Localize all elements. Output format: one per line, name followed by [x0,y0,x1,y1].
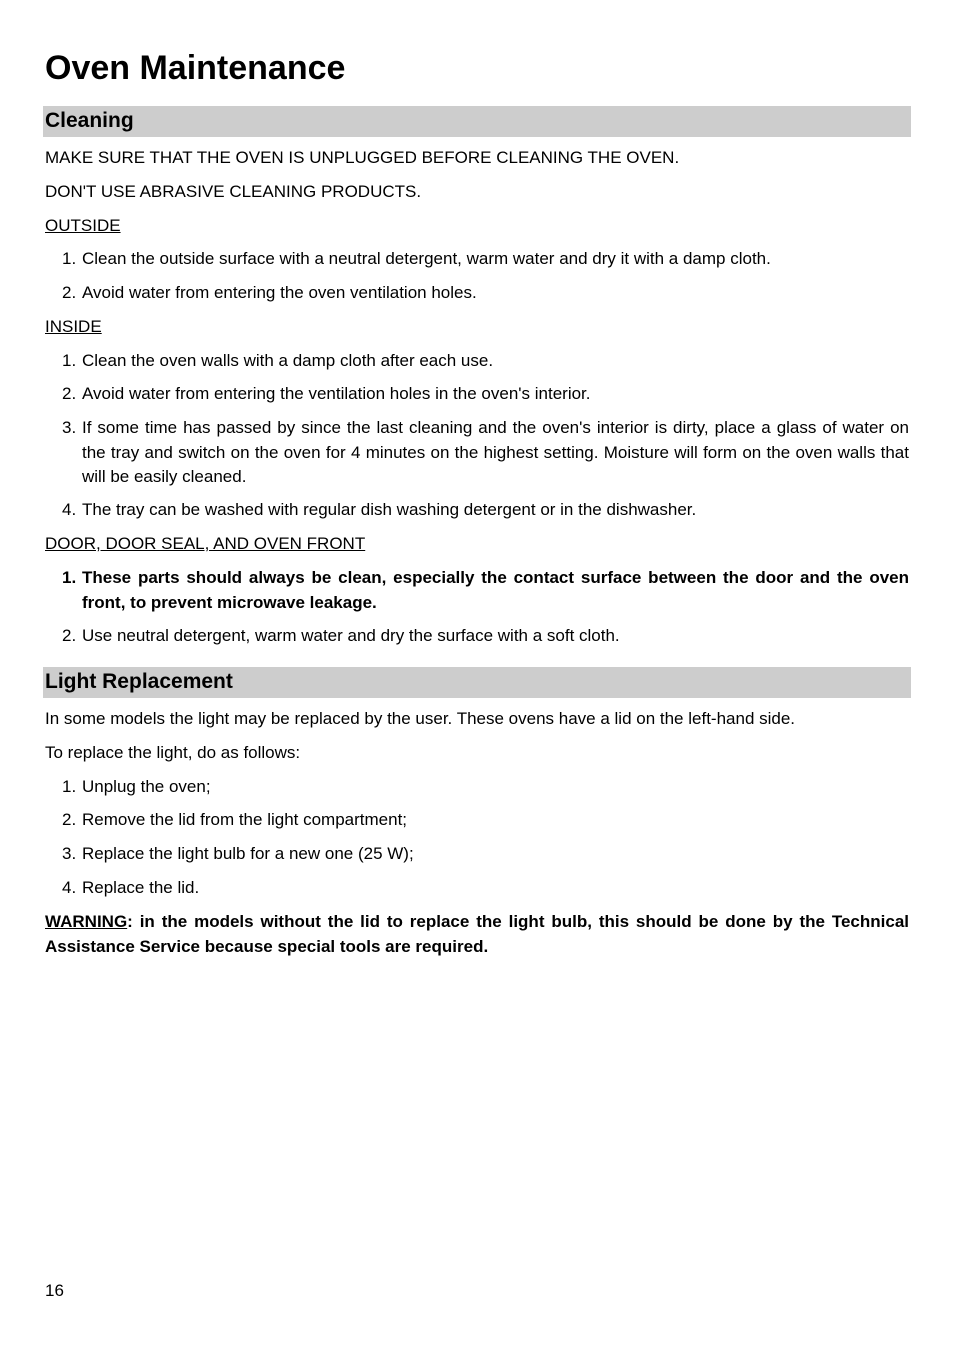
list-number: 2. [62,384,77,403]
list-text: Clean the oven walls with a damp cloth after each use. [82,351,494,370]
list-number: 4. [62,878,77,897]
door-subheading: DOOR, DOOR SEAL, AND OVEN FRONT [45,534,366,553]
cleaning-section-header [43,106,911,137]
list-number: 2. [62,810,77,829]
list-text: The tray can be washed with regular dish washing detergent or in the dishwasher. [82,500,697,519]
list-item [62,624,909,649]
list-item [62,566,909,615]
list-number: 3. [62,844,77,863]
list-text: Unplug the oven; [82,777,211,796]
list-item [62,876,909,901]
outside-subheading: OUTSIDE [45,216,121,235]
list-text: These parts should always be clean, especially the contact surface between the door and the oven front, to prevent microwave leakage. [82,568,909,612]
list-text: Replace the light bulb for a new one (25 W); [82,844,414,863]
list-number: 4. [62,500,77,519]
light-instructions-lead: To replace the light, do as follows: [45,743,301,762]
warning-paragraph [45,910,909,959]
list-item [62,416,909,490]
abrasive-notice: DON'T USE ABRASIVE CLEANING PRODUCTS. [45,182,422,201]
page-title: Oven Maintenance [45,49,346,87]
list-text: Remove the lid from the light compartment; [82,810,408,829]
light-section-header [43,667,911,698]
list-number: 1. [62,568,77,587]
page-number: 16 [45,1281,64,1300]
warning-text: : in the models without the lid to replace the light bulb, this should be done by the Technical Assistance Service because special tools are required. [45,912,909,956]
list-text: Replace the lid. [82,878,200,897]
list-number: 1. [62,351,77,370]
unplug-notice: MAKE SURE THAT THE OVEN IS UNPLUGGED BEFORE CLEANING THE OVEN. [45,148,680,167]
list-item [62,349,909,374]
light-intro: In some models the light may be replaced by the user. These ovens have a lid on the left-hand side. [45,709,796,728]
cleaning-heading: Cleaning [45,109,134,132]
list-number: 1. [62,777,77,796]
list-text: Avoid water from entering the oven ventilation holes. [82,283,477,302]
list-number: 1. [62,249,77,268]
list-item [62,808,909,833]
inside-subheading: INSIDE [45,317,102,336]
list-text: Avoid water from entering the ventilation holes in the oven's interior. [82,384,591,403]
list-text: Use neutral detergent, warm water and dry the surface with a soft cloth. [82,626,620,645]
list-item [62,247,909,272]
list-text: If some time has passed by since the last cleaning and the oven's interior is dirty, place a glass of water on the tray and switch on the oven for 4 minutes on the highest setting. Moisture will form on the oven walls that will be easily cleaned. [82,418,909,486]
list-item [62,498,909,523]
list-item [62,281,909,306]
list-text: Clean the outside surface with a neutral detergent, warm water and dry it with a damp cloth. [82,249,771,268]
list-item [62,775,909,800]
list-item [62,382,909,407]
list-number: 3. [62,418,77,437]
warning-label: WARNING [45,912,128,931]
list-item [62,842,909,867]
light-heading: Light Replacement [45,670,233,693]
list-number: 2. [62,283,77,302]
list-number: 2. [62,626,77,645]
